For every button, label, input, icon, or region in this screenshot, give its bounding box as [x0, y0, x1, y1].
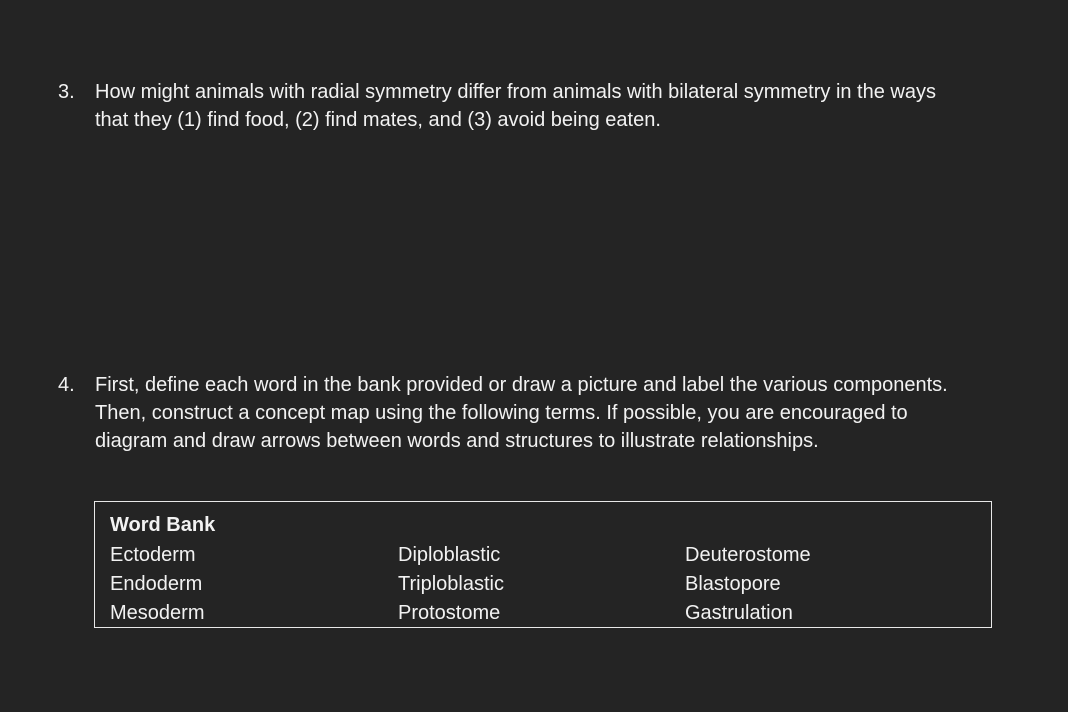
word-bank-box	[94, 501, 992, 628]
word-bank-term: Blastopore	[685, 573, 781, 595]
word-bank-term: Protostome	[398, 602, 501, 624]
word-bank-term: Deuterostome	[685, 544, 811, 566]
word-bank-column	[110, 541, 204, 628]
word-bank-term: Mesoderm	[110, 602, 205, 624]
question-text: How might animals with radial symmetry differ from animals with bilateral symmetry in the ways that they (1) find food, (2) find mates, and (3) avoid being eaten.	[95, 81, 936, 131]
word-bank-column	[685, 541, 811, 628]
question-number: 3.	[58, 81, 75, 103]
word-bank-column	[398, 541, 504, 628]
word-bank-term: Ectoderm	[110, 544, 196, 566]
word-bank-term: Gastrulation	[685, 602, 793, 624]
word-bank-title: Word Bank	[110, 514, 216, 536]
question-3	[58, 78, 958, 134]
question-4	[58, 371, 958, 455]
question-number: 4.	[58, 374, 75, 396]
word-bank-term: Endoderm	[110, 573, 203, 595]
word-bank-term: Diploblastic	[398, 544, 501, 566]
question-text: First, define each word in the bank provided or draw a picture and label the various components. Then, construct a concept map using the following terms. If possible, you are encouraged to diagram and draw arrows between words and structures to illustrate relationships.	[95, 374, 948, 452]
word-bank-term: Triploblastic	[398, 573, 504, 595]
